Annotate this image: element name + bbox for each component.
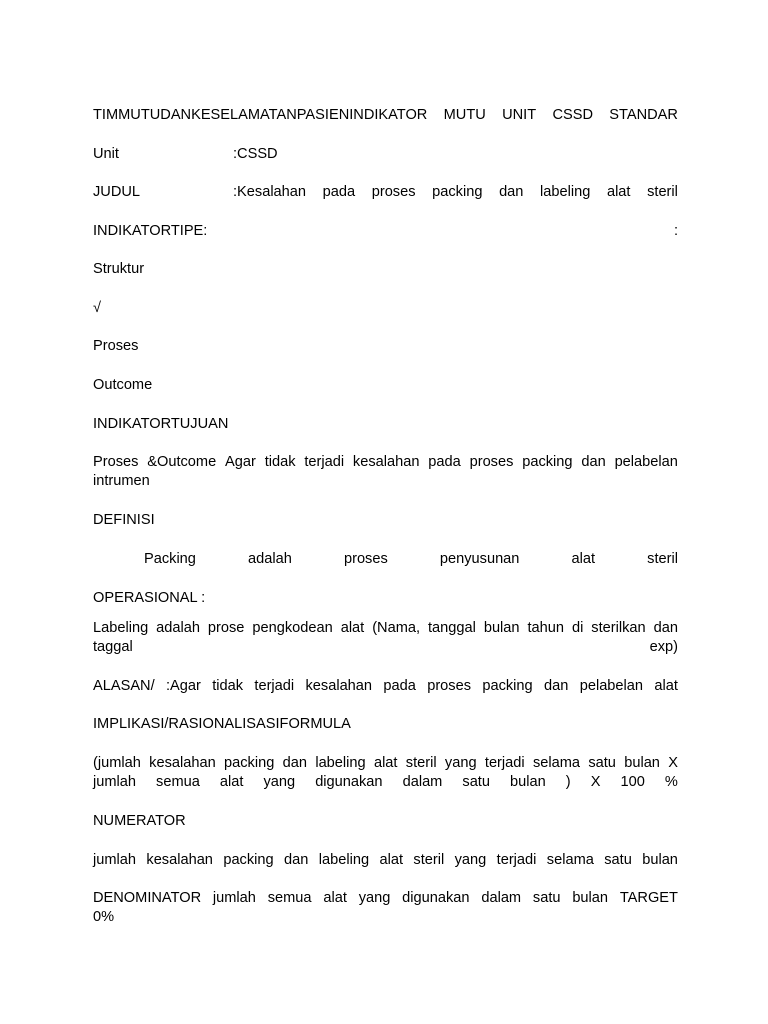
word: alat — [571, 551, 596, 567]
word: % — [664, 774, 678, 790]
word: packing — [223, 852, 274, 868]
word: proses — [427, 678, 472, 694]
word: DENOMINATOR — [93, 890, 202, 906]
word: UNIT — [502, 107, 537, 123]
word: yang — [444, 755, 477, 771]
word: steril — [647, 184, 678, 200]
word: X — [668, 755, 678, 771]
word: packing — [482, 678, 533, 694]
word: Packing — [144, 551, 196, 567]
word: CSSD — [552, 107, 593, 123]
alasan-line — [93, 677, 678, 696]
word: terjadi — [496, 852, 537, 868]
word: penyusunan — [439, 551, 520, 567]
word: X — [590, 774, 601, 790]
operasional-heading: OPERASIONAL : — [93, 590, 206, 606]
tujuan-line-1 — [93, 453, 678, 472]
judul-value — [233, 183, 678, 202]
word: selama — [532, 755, 580, 771]
word: dan — [544, 678, 569, 694]
word: tahun — [527, 620, 565, 636]
word: alat — [379, 852, 404, 868]
word: prose — [207, 620, 245, 636]
word: alat — [654, 678, 678, 694]
word: di — [571, 620, 584, 636]
word: alat — [340, 620, 365, 636]
word: pada — [383, 678, 416, 694]
word: tanggal — [427, 620, 476, 636]
word: :Kesalahan — [233, 184, 307, 200]
word: semua — [156, 774, 200, 790]
unit-label: Unit — [93, 146, 119, 162]
word: dalam — [481, 890, 522, 906]
word: 100 — [620, 774, 645, 790]
word: steril — [647, 551, 678, 567]
word: dan — [581, 454, 606, 470]
word: adalah — [156, 620, 200, 636]
labeling-line-2-right: exp) — [649, 639, 678, 655]
denominator-line-1 — [93, 889, 678, 908]
word: (jumlah — [93, 755, 141, 771]
indikator-tipe-colon: : — [673, 223, 678, 239]
tipe-outcome: Outcome — [93, 377, 153, 393]
word: proses — [343, 551, 388, 567]
word: terjadi — [304, 454, 345, 470]
word: labeling — [318, 852, 370, 868]
word: proses — [371, 184, 416, 200]
word: bulan — [483, 620, 520, 636]
word: labeling — [540, 184, 591, 200]
implikasi-heading: IMPLIKASI/RASIONALISASIFORMULA — [93, 716, 351, 732]
word: steril — [405, 755, 437, 771]
word: bulan — [624, 755, 660, 771]
word: Proses — [93, 454, 139, 470]
word: kesalahan — [149, 755, 216, 771]
word: jumlah — [212, 890, 256, 906]
formula-line-1 — [93, 754, 678, 773]
indikator-tujuan-heading: INDIKATORTUJUAN — [93, 416, 229, 432]
word: digunakan — [402, 890, 470, 906]
word: jumlah — [93, 774, 136, 790]
labeling-line-2-left: taggal — [93, 639, 133, 655]
word: kesalahan — [146, 852, 213, 868]
word: Agar — [225, 454, 256, 470]
word: terjadi — [254, 678, 295, 694]
labeling-line-1 — [93, 619, 678, 638]
word: digunakan — [315, 774, 383, 790]
word: alat — [373, 755, 398, 771]
word: selama — [546, 852, 594, 868]
word: yang — [454, 852, 487, 868]
tipe-proses: Proses — [93, 338, 139, 354]
word: jumlah — [93, 852, 136, 868]
word: sterilkan — [591, 620, 646, 636]
word: STANDAR — [609, 107, 678, 123]
judul-label: JUDUL — [93, 184, 141, 200]
word: Labeling — [93, 620, 149, 636]
word: packing — [522, 454, 573, 470]
tipe-struktur: Struktur — [93, 261, 145, 277]
word: &Outcome — [147, 454, 217, 470]
word: dalam — [402, 774, 443, 790]
word: tidak — [264, 454, 296, 470]
header-line — [93, 106, 678, 125]
word: kesalahan — [352, 454, 420, 470]
word: dan — [499, 184, 524, 200]
word: tidak — [212, 678, 244, 694]
unit-row — [93, 145, 678, 164]
word: dan — [282, 755, 308, 771]
word: satu — [588, 755, 616, 771]
word: bulan — [572, 890, 609, 906]
definisi-heading: DEFINISI — [93, 512, 155, 528]
word: satu — [532, 890, 561, 906]
numerator-heading: NUMERATOR — [93, 813, 186, 829]
word: pengkodean — [252, 620, 333, 636]
word: alat — [219, 774, 244, 790]
word: MUTU — [443, 107, 486, 123]
word: labeling — [315, 755, 366, 771]
word: (Nama, — [372, 620, 421, 636]
word: packing — [432, 184, 483, 200]
indikator-tipe-label: INDIKATORTIPE: — [93, 223, 208, 239]
word: semua — [267, 890, 312, 906]
judul-row — [93, 183, 678, 202]
packing-definition-line — [144, 550, 678, 569]
word: terjadi — [484, 755, 525, 771]
word: alat — [323, 890, 347, 906]
word: yang — [263, 774, 296, 790]
word: kesalahan — [305, 678, 373, 694]
tujuan-line-2: intrumen — [93, 473, 150, 489]
word: pada — [322, 184, 356, 200]
word: satu — [462, 774, 490, 790]
word: pelabelan — [614, 454, 678, 470]
word: bulan — [642, 852, 678, 868]
word: adalah — [248, 551, 292, 567]
word: pelabelan — [579, 678, 644, 694]
word: alat — [606, 184, 631, 200]
word: TIMMUTUDANKESELAMATANPASIENINDIKATOR — [93, 107, 428, 123]
word: satu — [604, 852, 632, 868]
word: proses — [469, 454, 514, 470]
word: dan — [284, 852, 309, 868]
labeling-line-2 — [93, 638, 678, 657]
word: pada — [428, 454, 461, 470]
word: dan — [653, 620, 678, 636]
formula-line-2 — [93, 773, 678, 792]
word: bulan — [510, 774, 546, 790]
word: ALASAN/ — [93, 678, 155, 694]
word: :Agar — [166, 678, 201, 694]
word: ) — [565, 774, 571, 790]
denominator-line-2: 0% — [93, 909, 115, 925]
word: TARGET — [619, 890, 678, 906]
unit-value: :CSSD — [233, 146, 278, 162]
word: packing — [224, 755, 275, 771]
word: yang — [358, 890, 391, 906]
check-mark: √ — [93, 300, 102, 316]
numerator-text-line — [93, 851, 678, 870]
word: steril — [413, 852, 445, 868]
indikator-tipe-row — [93, 222, 678, 241]
